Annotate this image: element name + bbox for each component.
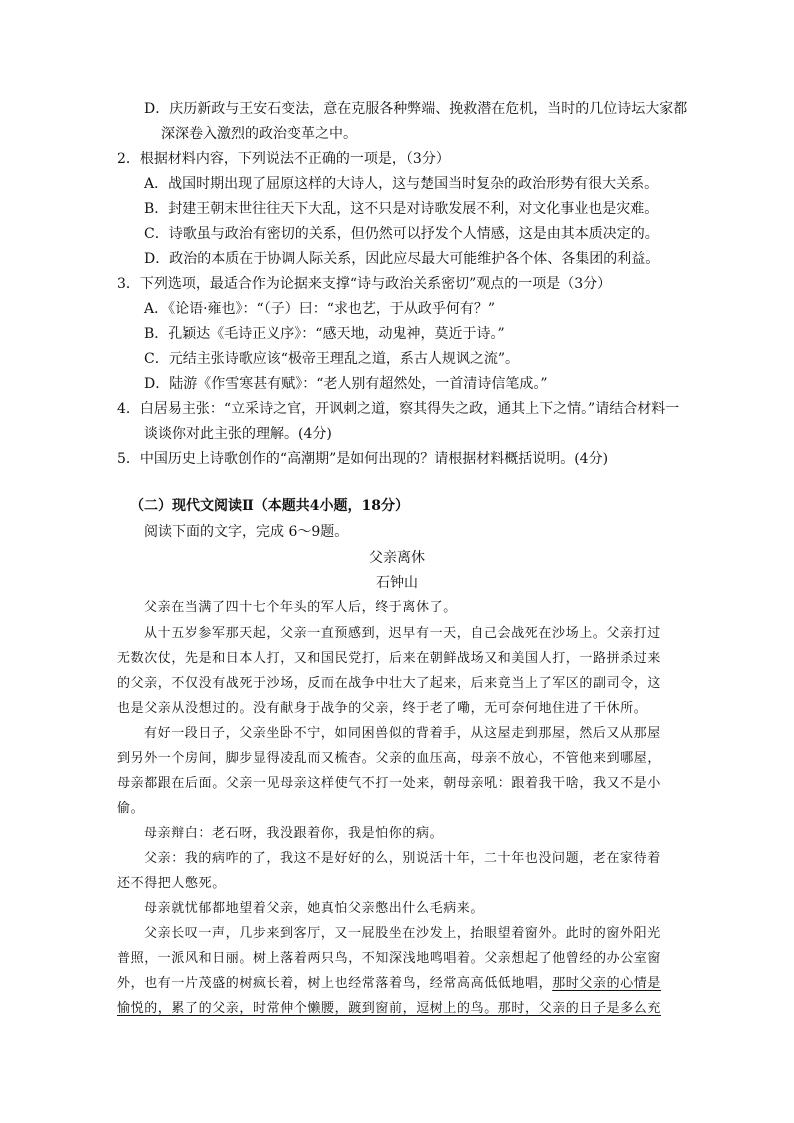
- story-line: 父亲长叹一声，几步来到客厅，又一屁股坐在沙发上，抬眼望着窗外。此时的窗外阳光: [144, 926, 661, 941]
- q2-option-b: B．封建王朝末世往往天下大乱，这不只是对诗歌发展不利，对文化事业也是灾难。: [144, 201, 659, 217]
- q2-stem: 2．根据材料内容，下列说法不正确的一项是，（3分）: [117, 151, 450, 167]
- section2-heading: （二）现代文阅读Ⅱ（本题共4小题，18分）: [130, 498, 410, 514]
- q3-option-b: B．孔颖达《毛诗正义序》：“感天地，动鬼神，莫近于诗。”: [144, 326, 505, 342]
- q3-option-c: C．元结主张诗歌应该“极帝王理乱之道，系古人规讽之流”。: [144, 351, 520, 367]
- q1-option-d-line1: D．庆历新政与王安石变法，意在克服各种弊端、挽救潜在危机，当时的几位诗坛大家都: [144, 101, 688, 117]
- story-line: 还不得把人憋死。: [117, 876, 226, 891]
- underlined-story-line: 愉悦的，累了的父亲，时常伸个懒腰，踱到窗前，逗树上的鸟。那时，父亲的日子是多么充: [117, 1001, 662, 1016]
- story-line: [117, 974, 661, 994]
- story-text: 外，也有一片茂盛的树疯长着，树上也经常落着鸟，经常高高低低地唱，: [117, 976, 553, 991]
- story-line: 从十五岁参军那天起，父亲一直预感到，迟早有一天，自己会战死在沙场上。父亲打过: [144, 626, 661, 641]
- story-author: 石钟山: [376, 575, 418, 591]
- section2-instruction: 阅读下面的文字，完成 6～9题。: [144, 524, 349, 540]
- q4-line2: 谈谈你对此主张的理解。(4分): [144, 426, 332, 442]
- story-line: 无数次仗，先是和日本人打，又和国民党打，后来在朝鲜战场又和美国人打，一路拼杀过来: [117, 651, 662, 666]
- q1-option-d-line2: 深深卷入激烈的政治变革之中。: [161, 126, 357, 142]
- story-line: 母亲辩白：老石呀，我没跟着你，我是怕你的病。: [144, 826, 444, 841]
- q3-stem: 3．下列选项，最适合作为论据来支撑“诗与政治关系密切”观点的一项是（3分）: [117, 276, 612, 292]
- story-line: 普照，一派风和日丽。树上落着两只鸟，不知深浅地鸣唱着。父亲想起了他曾经的办公室窗: [117, 951, 662, 966]
- q2-option-c: C．诗歌虽与政治有密切的关系，但仍然可以抒发个人情感，这是由其本质决定的。: [144, 226, 659, 242]
- q4-line1: 4．白居易主张：“立采诗之官，开讽刺之道，察其得失之政，通其上下之情。”请结合材料一: [117, 401, 680, 417]
- underlined-text: 那时父亲的心情是: [552, 976, 662, 991]
- story-line: 父亲：我的病咋的了，我这不是好好的么，别说活十年，二十年也没问题，老在家待着: [144, 851, 661, 866]
- story-line: 母亲就忧郁都地望着父亲，她真怕父亲憋出什么毛病来。: [144, 901, 485, 916]
- story-line: 有好一段日子，父亲坐卧不宁，如同困兽似的背着手，从这屋走到那屋，然后又从那屋: [144, 726, 661, 741]
- q2-option-a: A．战国时期出现了屈原这样的大诗人，这与楚国当时复杂的政治形势有很大关系。: [144, 176, 659, 192]
- story-line: 父亲在当满了四十七个年头的军人后，终于离休了。: [144, 600, 457, 615]
- story-line: 母亲都跟在后面。父亲一见母亲这样使气不打一处来，朝母亲吼：跟着我干啥，我又不是小: [117, 776, 662, 791]
- story-line: 到另外一个房间，脚步显得凌乱而又梳杳。父亲的血压高，母亲不放心，不管他来到哪屋，: [117, 751, 662, 766]
- q3-option-a: A．《论语·雍也》：“（子）曰：“求也艺，于从政乎何有？”: [144, 301, 496, 317]
- story-title: 父亲离休: [369, 550, 425, 566]
- q3-option-d: D．陆游《作雪寒甚有赋》：“老人别有超然处，一首清诗信笔成。”: [144, 376, 548, 392]
- q5: 5．中国历史上诗歌创作的“高潮期”是如何出现的？请根据材料概括说明。(4分): [117, 451, 609, 467]
- story-line: 也是父亲从没想过的。没有献身于战争的父亲，终于老了嘞，无可奈何地住进了干休所。: [117, 701, 648, 716]
- story-line: 的父亲，不仅没有战死于沙场，反而在战争中壮大了起来，后来竟当上了军区的副司令，这: [117, 676, 662, 691]
- story-line: 偷。: [117, 801, 145, 816]
- q2-option-d: D．政治的本质在于协调人际关系，因此应尽最大可能维护各个体、各集团的利益。: [144, 251, 660, 267]
